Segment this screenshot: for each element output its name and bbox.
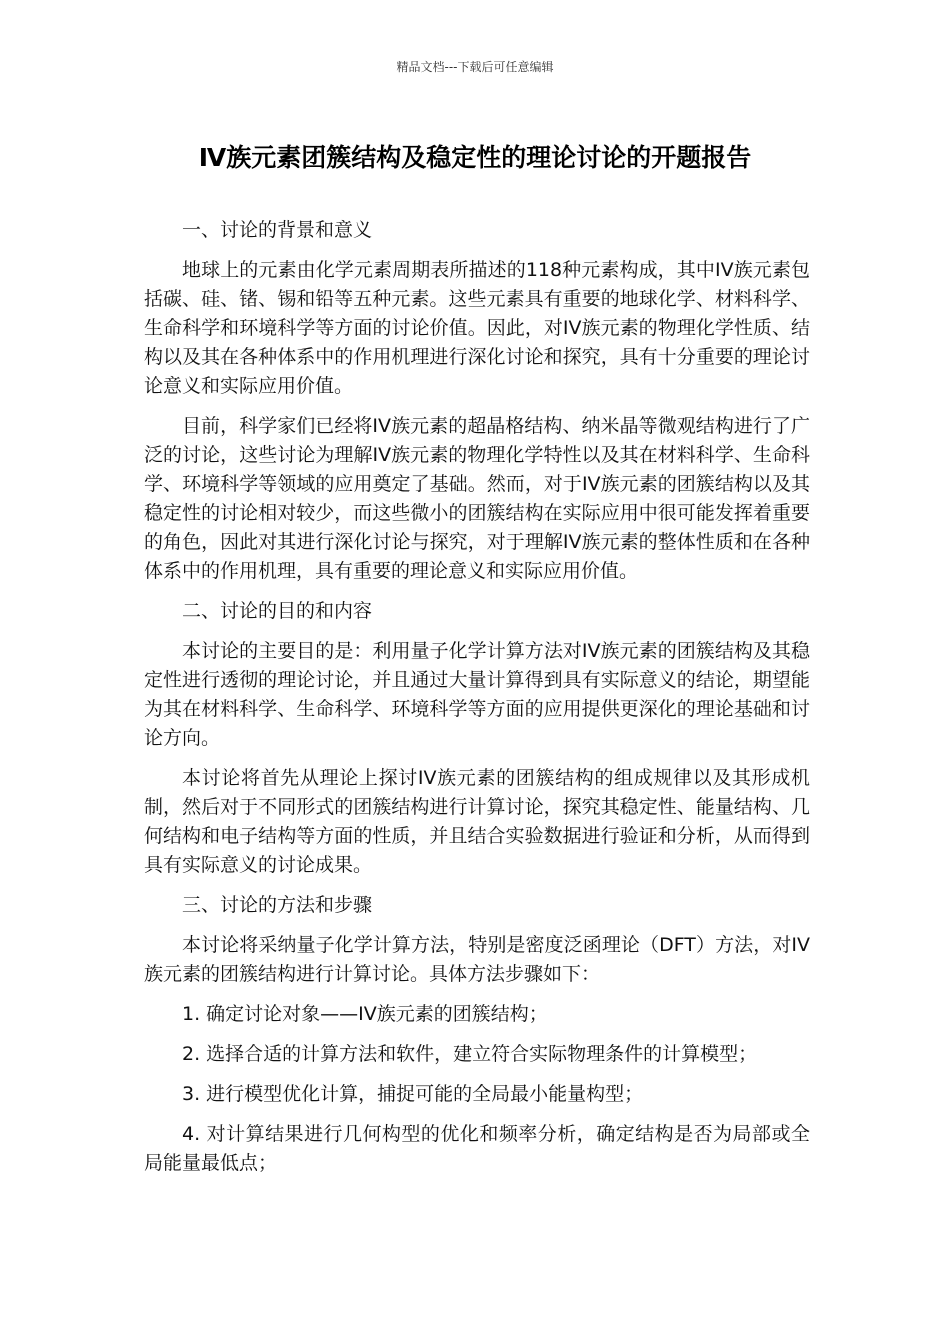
- method-step: 1. 确定讨论对象——IV族元素的团簇结构；: [182, 1003, 548, 1025]
- paragraph-methods-1: 本讨论将采纳量子化学计算方法，特别是密度泛函理论（DFT）方法，对IV族元素的团簇结构进行计算讨论。具体方法步骤如下：: [144, 934, 810, 985]
- paragraph-background-2: 目前，科学家们已经将IV族元素的超晶格结构、纳米晶等微观结构进行了广泛的讨论，这些讨论为理解IV族元素的物理化学特性以及其在材料科学、生命科学、环境科学等领域的应用奠定了基础。然而，对于IV族元素的团簇结构以及其稳定性的讨论相对较少，而这些微小的团簇结构在实际应用中很可能发挥着重要的角色，因此对其进行深化讨论与探究，对于理解IV族元素的整体性质和在各种体系中的作用机理，具有重要的理论意义和实际应用价值。: [144, 415, 810, 582]
- document-body: [144, 216, 810, 1189]
- method-step: 4. 对计算结果进行几何构型的优化和频率分析，确定结构是否为局部或全局能量最低点；: [144, 1123, 810, 1174]
- method-step: 2. 选择合适的计算方法和软件，建立符合实际物理条件的计算模型；: [182, 1043, 758, 1065]
- header-note: 精品文档---下载后可任意编辑: [396, 60, 554, 74]
- section-heading-purpose: 二、讨论的目的和内容: [182, 600, 373, 622]
- document-title: Ⅳ族元素团簇结构及稳定性的理论讨论的开题报告: [198, 143, 752, 172]
- method-step: 3. 进行模型优化计算，捕捉可能的全局最小能量构型；: [182, 1083, 644, 1105]
- section-heading-methods: 三、讨论的方法和步骤: [182, 894, 373, 916]
- section-heading-background: 一、讨论的背景和意义: [182, 219, 373, 241]
- paragraph-purpose-2: 本讨论将首先从理论上探讨IV族元素的团簇结构的组成规律以及其形成机制，然后对于不同形式的团簇结构进行计算讨论，探究其稳定性、能量结构、几何结构和电子结构等方面的性质，并且结合实验数据进行验证和分析，从而得到具有实际意义的讨论成果。: [144, 767, 810, 876]
- paragraph-purpose-1: 本讨论的主要目的是：利用量子化学计算方法对IV族元素的团簇结构及其稳定性进行透彻的理论讨论，并且通过大量计算得到具有实际意义的结论，期望能为其在材料科学、生命科学、环境科学等方面的应用提供更深化的理论基础和讨论方向。: [144, 640, 810, 749]
- paragraph-background-1: 地球上的元素由化学元素周期表所描述的118种元素构成，其中IV族元素包括碳、硅、锗、锡和铅等五种元素。这些元素具有重要的地球化学、材料科学、生命科学和环境科学等方面的讨论价值。因此，对IV族元素的物理化学性质、结构以及其在各种体系中的作用机理进行深化讨论和探究，具有十分重要的理论讨论意义和实际应用价值。: [144, 259, 810, 397]
